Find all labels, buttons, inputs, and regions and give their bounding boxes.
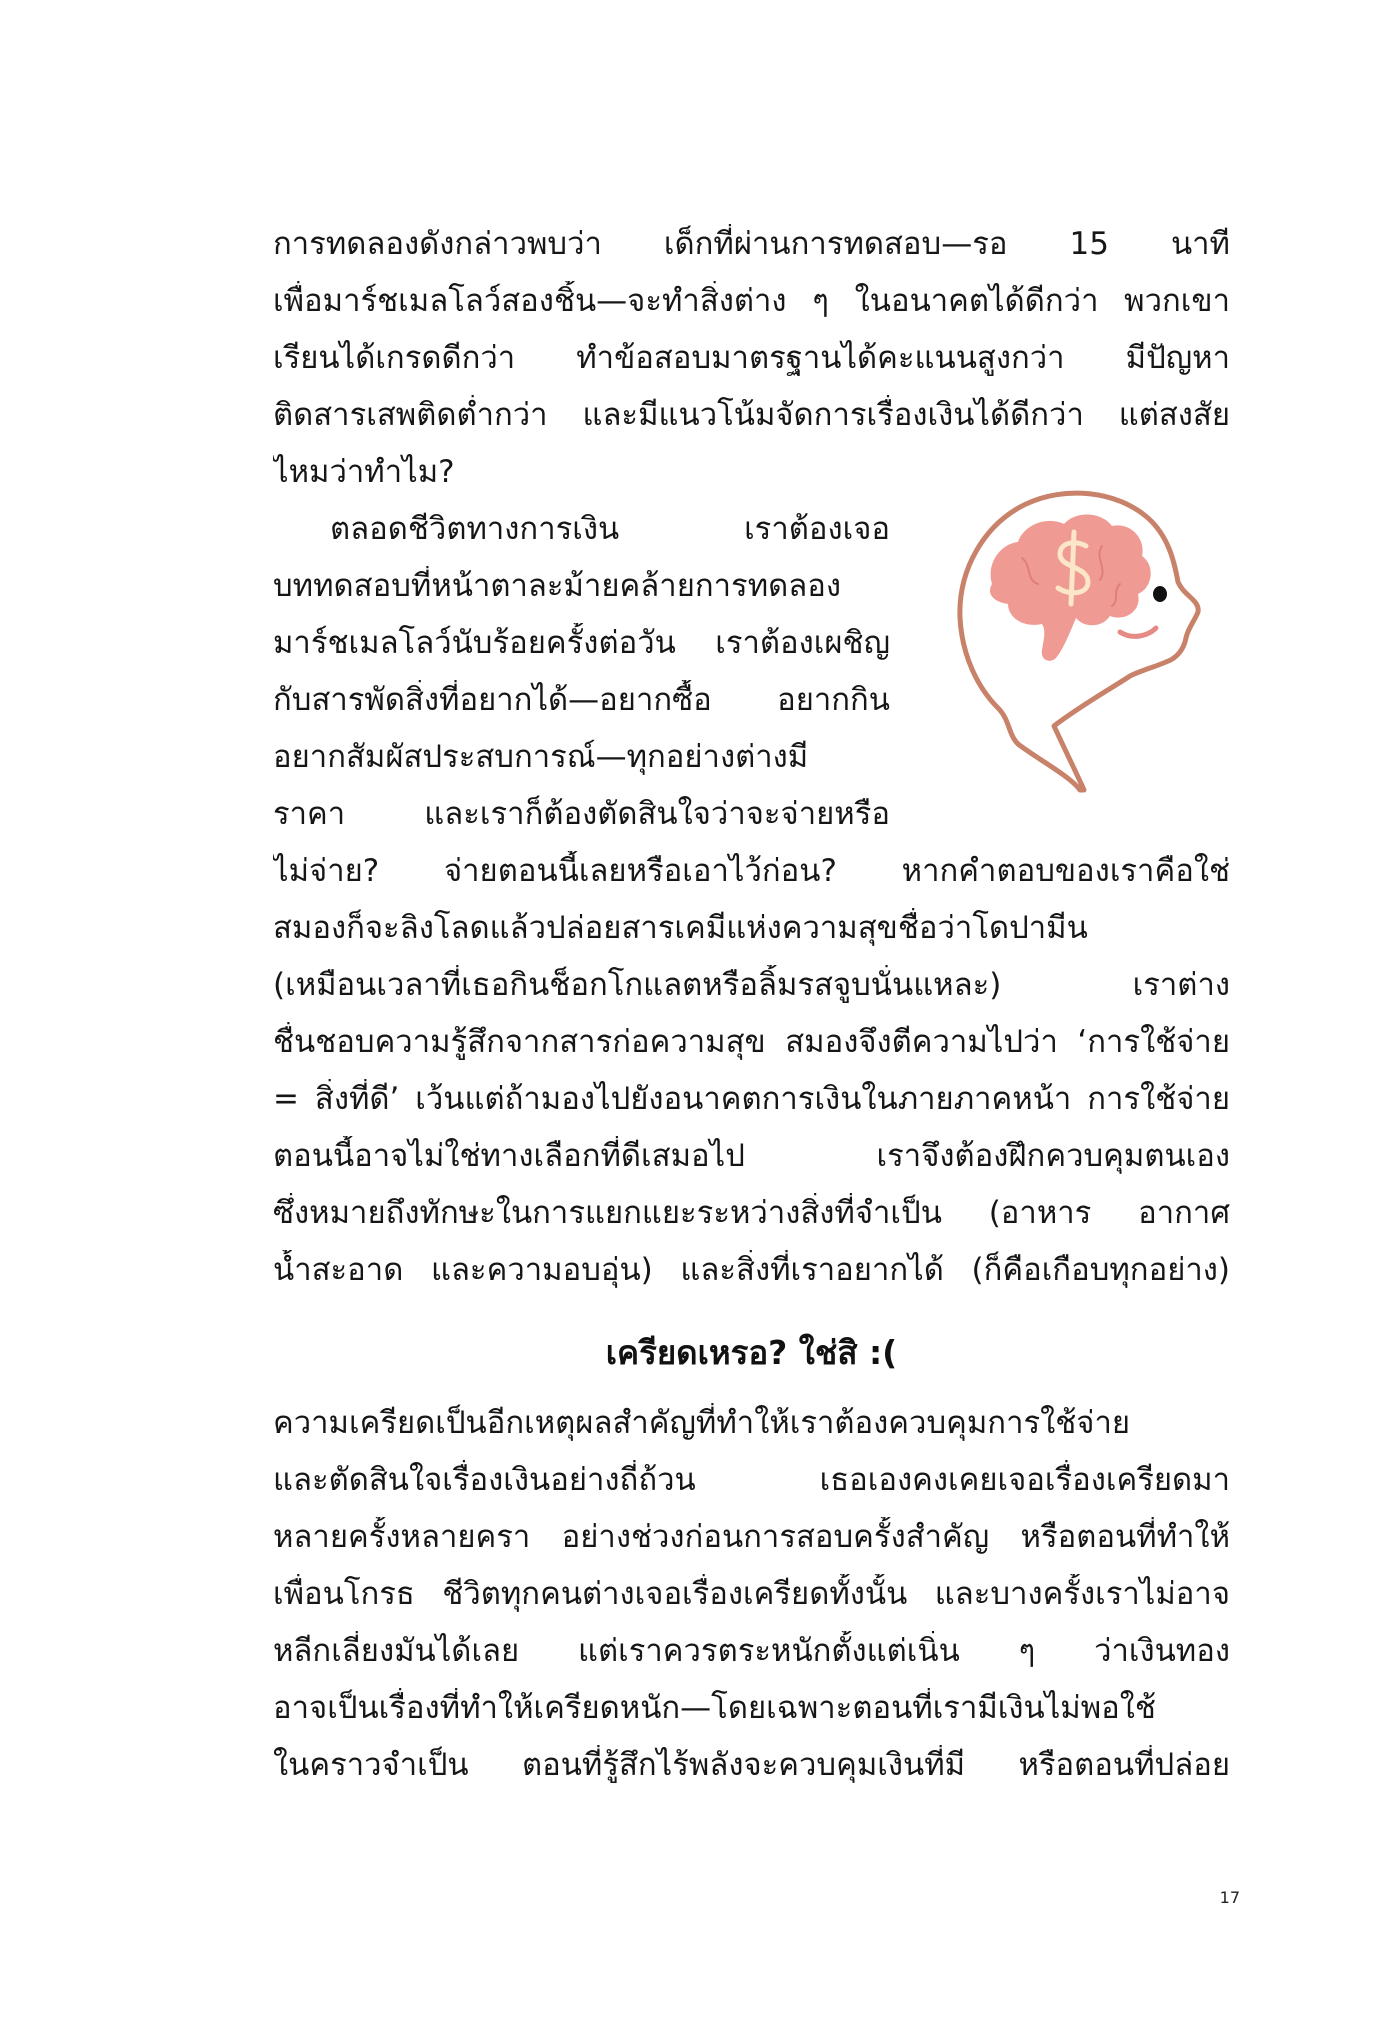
text-line: ตลอดชีวิตทางการเงิน เราต้องเจอ: [330, 511, 890, 547]
text-line: (เหมือนเวลาที่เธอกินช็อกโกแลตหรือลิ้มรสจูบนั่นแหละ) เราต่าง: [273, 967, 1230, 1003]
text-line: อยากสัมผัสประสบการณ์—ทุกอย่างต่างมี: [273, 739, 809, 775]
text-line: ไหมว่าทำไม?: [273, 454, 455, 490]
section-heading: เครียดเหรอ? ใช่สิ :(: [605, 1333, 898, 1372]
text-line: หลีกเลี่ยงมันได้เลย แต่เราควรตระหนักตั้งแต่เนิ่น ๆ ว่าเงินทอง: [273, 1633, 1230, 1669]
text-line: ความเครียดเป็นอีกเหตุผลสำคัญที่ทำให้เราต้องควบคุมการใช้จ่าย: [273, 1405, 1131, 1441]
text-line: ชื่นชอบความรู้สึกจากสารก่อความสุข สมองจึงตีความไปว่า ‘การใช้จ่าย: [273, 1024, 1230, 1060]
text-line: = สิ่งที่ดี’ เว้นแต่ถ้ามองไปยังอนาคตการเงินในภายภาคหน้า การใช้จ่าย: [273, 1081, 1230, 1117]
text-line: การทดลองดังกล่าวพบว่า เด็กที่ผ่านการทดสอบ—รอ 15 นาที: [273, 226, 1230, 262]
text-line: ไม่จ่าย? จ่ายตอนนี้เลยหรือเอาไว้ก่อน? หากคำตอบของเราคือใช่: [273, 853, 1230, 889]
text-line: ตอนนี้อาจไม่ใช่ทางเลือกที่ดีเสมอไป เราจึงต้องฝึกควบคุมตนเอง: [273, 1138, 1230, 1174]
text-line: เพื่อมาร์ชเมลโลว์สองชิ้น—จะทำสิ่งต่าง ๆ ในอนาคตได้ดีกว่า พวกเขา: [273, 283, 1230, 319]
text-line: บททดสอบที่หน้าตาละม้ายคล้ายการทดลอง: [273, 568, 842, 604]
text-line: น้ำสะอาด และความอบอุ่น) และสิ่งที่เราอยากได้ (ก็คือเกือบทุกอย่าง): [273, 1252, 1230, 1288]
text-line: อาจเป็นเรื่องที่ทำให้เครียดหนัก—โดยเฉพาะตอนที่เรามีเงินไม่พอใช้: [273, 1690, 1156, 1726]
text-line: ติดสารเสพติดต่ำกว่า และมีแนวโน้มจัดการเรื่องเงินได้ดีกว่า แต่สงสัย: [273, 397, 1230, 433]
text-line: สมองก็จะลิงโลดแล้วปล่อยสารเคมีแห่งความสุขชื่อว่าโดปามีน: [273, 910, 1088, 946]
text-line: เรียนได้เกรดดีกว่า ทำข้อสอบมาตรฐานได้คะแนนสูงกว่า มีปัญหา: [273, 340, 1230, 376]
smile: [1120, 628, 1156, 636]
text-line: หลายครั้งหลายครา อย่างช่วงก่อนการสอบครั้งสำคัญ หรือตอนที่ทำให้: [273, 1519, 1230, 1555]
text-line: ซึ่งหมายถึงทักษะในการแยกแยะระหว่างสิ่งที่จำเป็น (อาหาร อากาศ: [273, 1195, 1230, 1231]
text-line: มาร์ชเมลโลว์นับร้อยครั้งต่อวัน เราต้องเผชิญ: [273, 625, 890, 661]
text-line: และตัดสินใจเรื่องเงินอย่างถี่ถ้วน เธอเองคงเคยเจอเรื่องเครียดมา: [273, 1462, 1230, 1498]
text-line: ราคา และเราก็ต้องตัดสินใจว่าจะจ่ายหรือ: [273, 796, 890, 832]
text-line: ในคราวจำเป็น ตอนที่รู้สึกไร้พลังจะควบคุมเงินที่มี หรือตอนที่ปล่อย: [273, 1747, 1230, 1783]
eye: [1153, 586, 1167, 602]
text-line: เพื่อนโกรธ ชีวิตทุกคนต่างเจอเรื่องเครียดทั้งนั้น และบางครั้งเราไม่อาจ: [273, 1576, 1230, 1612]
text-line: กับสารพัดสิ่งที่อยากได้—อยากซื้อ อยากกิน: [273, 682, 890, 718]
page-number: 17: [1219, 1888, 1240, 1907]
head-with-money-brain-icon: [952, 488, 1210, 798]
